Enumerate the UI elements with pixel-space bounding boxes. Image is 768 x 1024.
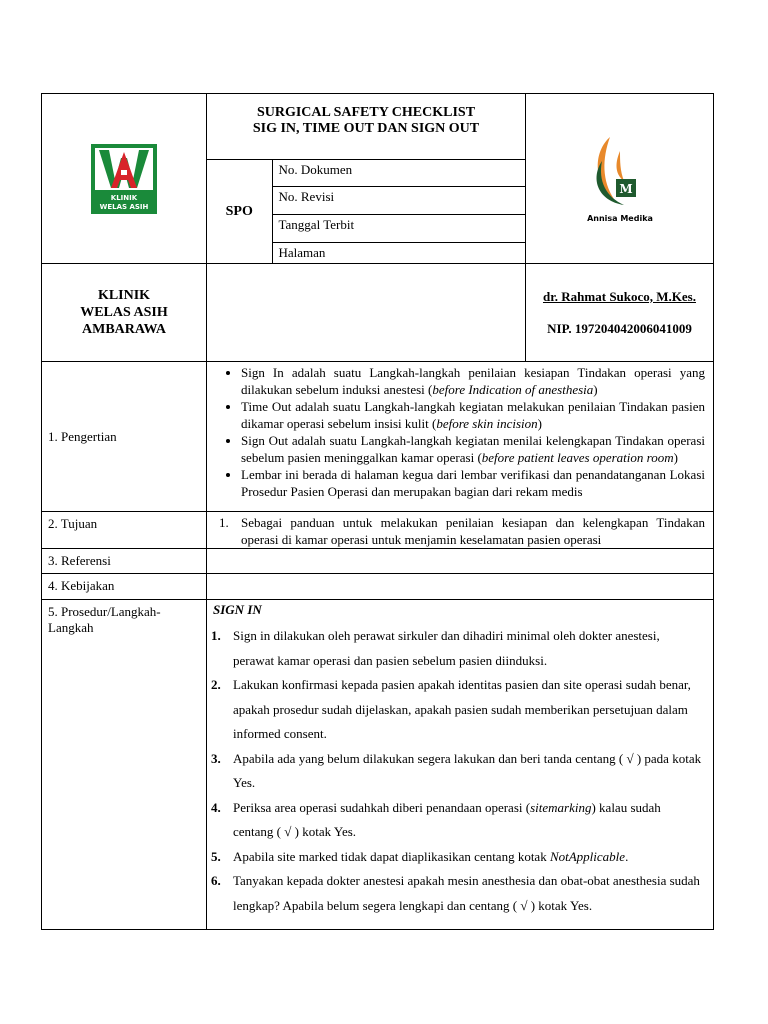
step-item: 5. Apabila site marked tidak dapat diaplikasikan centang kotak NotApplicable.	[211, 848, 629, 864]
meta-no-revisi: No. Revisi	[272, 187, 525, 215]
meta-no-dokumen: No. Dokumen	[272, 160, 525, 187]
clinic-line-1: KLINIK	[97, 288, 151, 303]
prosedur-content	[207, 600, 714, 930]
left-logo-cell	[42, 94, 207, 264]
pengertian-item: • Sign In adalah suatu Langkah-langkah penilaian kesiapan Tindakan operasi yang dilakukan sebelum induksi anestesi (before Indication of anesthesia)	[241, 364, 705, 398]
pengertian-item: • Lembar ini berada di halaman kegua dari lembar verifikasi dan penandatanganan Lokasi Prosedur Pasien Operasi dan merupakan bagian dari rekam medis	[241, 466, 705, 500]
sop-table	[41, 93, 714, 930]
kebijakan-label: 4. Kebijakan	[42, 574, 207, 600]
pengertian-item: • Time Out adalah suatu Langkah-langkah kegiatan melakukan penilaian Tindakan pasien dikamar operasi sebelum insisi kulit (before skin incision)	[241, 398, 705, 432]
tujuan-number: 1.	[219, 515, 229, 530]
tujuan-text: Sebagai panduan untuk melakukan penilaian kesiapan dan kelengkapan Tindakan operasi di kamar operasi untuk menjamin keselamatan pasien operasi	[241, 515, 705, 547]
clinic-name-cell	[42, 264, 207, 362]
step-item: 6. Tanyakan kepada dokter anestesi apakah mesin anesthesia dan obat-obat anesthesia sudah lengkap? Apabila belum segera lengkapi dan centang ( √ ) kotak Yes.	[211, 873, 700, 913]
step-item: 4. Periksa area operasi sudahkah diberi penandaan operasi (sitemarking) kalau sudah centang ( √ ) kotak Yes.	[211, 799, 661, 839]
logo-text-bottom: WELAS ASIH	[99, 202, 149, 211]
document-title	[207, 94, 525, 160]
clinic-line-2: WELAS ASIH	[80, 305, 168, 320]
pengertian-list	[207, 362, 713, 500]
step-item: 2. Lakukan konfirmasi kepada pasien apakah identitas pasien dan site operasi sudah benar, apakah prosedur sudah dijelaskan, apakah pasien sudah memberikan persetujuan dalam informed consent.	[211, 677, 691, 741]
signer-name: dr. Rahmat Sukoco, M.Kes.	[542, 288, 696, 304]
pengertian-label: 1. Pengertian	[42, 362, 207, 512]
referensi-label: 3. Referensi	[42, 549, 207, 574]
logo-text-top: KLINIK	[110, 193, 138, 202]
logo-text: Annisa Medika	[586, 213, 653, 223]
document-page	[41, 93, 713, 930]
annisa-medika-logo	[580, 131, 660, 227]
title-line-1: SURGICAL SAFETY CHECKLIST	[256, 105, 476, 120]
clinic-line-3: AMBARAWA	[82, 322, 166, 337]
meta-table	[207, 160, 525, 263]
klinik-welas-asih-logo	[91, 144, 157, 214]
sign-in-heading: SIGN IN	[213, 602, 262, 617]
prosedur-label: 5. Prosedur/Langkah-Langkah	[42, 600, 207, 930]
clinic-blank-cell	[207, 264, 526, 362]
referensi-content	[207, 549, 714, 574]
pengertian-item: • Sign Out adalah suatu Langkah-langkah kegiatan menilai kelengkapan Tindakan operasi sebelum pasien meninggalkan kamar operasi (before patient leaves operation room)	[241, 432, 705, 466]
right-logo-cell	[526, 94, 714, 264]
meta-halaman: Halaman	[278, 245, 326, 260]
step-item: 3. Apabila ada yang belum dilakukan segera lakukan dan beri tanda centang ( √ ) pada kotak Yes.	[211, 750, 702, 790]
step-item: 1. Sign in dilakukan oleh perawat sirkuler dan dihadiri minimal oleh dokter anestesi, perawat kamar operasi dan pasien sebelum pasien diinduksi.	[211, 628, 660, 668]
meta-tanggal-terbit: Tanggal Terbit	[272, 215, 525, 243]
tujuan-label: 2. Tujuan	[42, 512, 207, 549]
svg-text:M: M	[618, 181, 633, 196]
spo-label: SPO	[207, 160, 272, 263]
prosedur-steps	[207, 624, 713, 922]
kebijakan-content	[207, 574, 714, 600]
signer-cell	[526, 264, 714, 362]
tujuan-content	[207, 512, 714, 549]
signer-nip: NIP. 197204042006041009	[547, 320, 692, 336]
header-center-cell	[207, 94, 526, 264]
pengertian-content	[207, 362, 714, 512]
title-line-2: SIG IN, TIME OUT DAN SIGN OUT	[252, 121, 480, 136]
